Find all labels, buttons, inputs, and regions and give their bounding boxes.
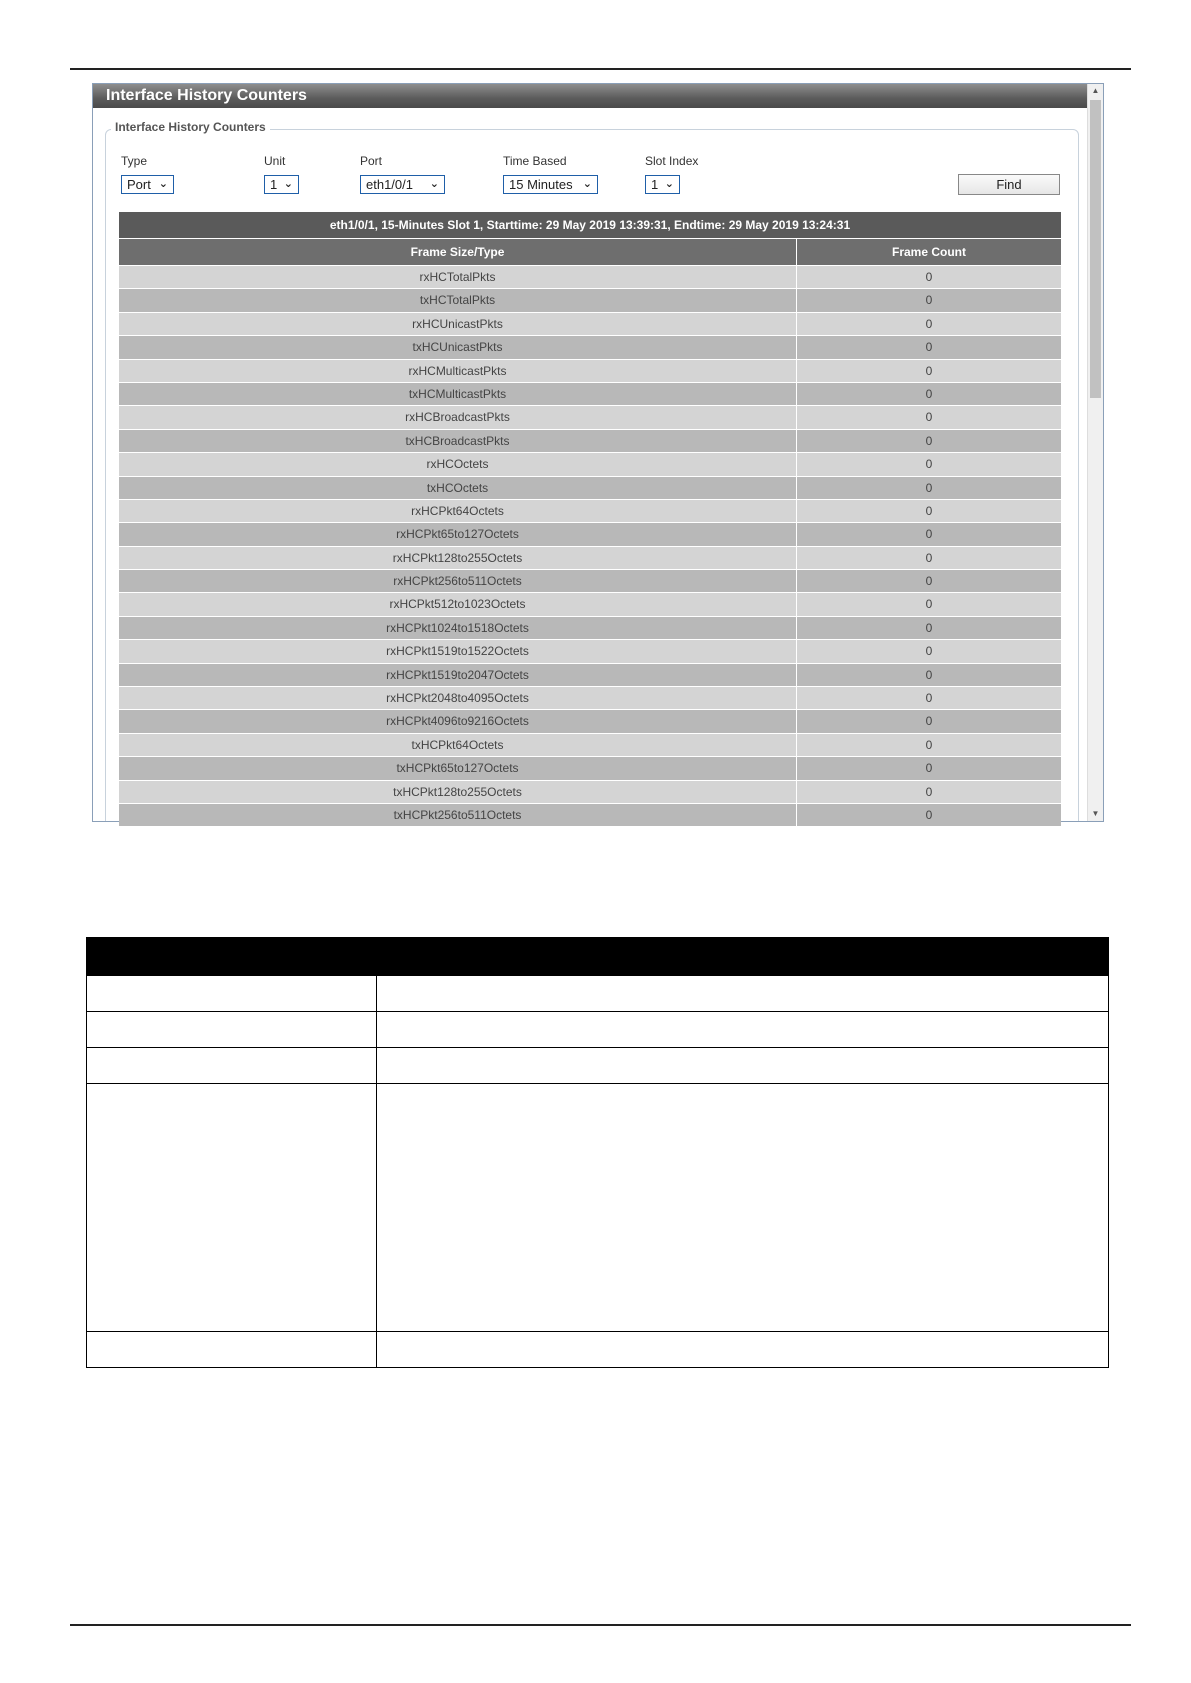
chevron-down-icon: ⌄: [158, 178, 168, 190]
fieldset-legend: Interface History Counters: [111, 120, 270, 134]
slot-index-select[interactable]: [645, 175, 680, 194]
table-row: [119, 476, 1061, 499]
table-row: [119, 429, 1061, 452]
table-row: [119, 522, 1061, 545]
frame-count-cell: 0: [925, 644, 933, 659]
frame-size-type-cell: rxHCPkt4096to9216Octets: [119, 710, 797, 732]
table-row: [119, 265, 1061, 288]
frame-size-type-cell: txHCMulticastPkts: [119, 383, 797, 405]
frame-size-type-cell: rxHCPkt1024to1518Octets: [119, 617, 797, 639]
window-title: Interface History Counters: [93, 84, 1089, 108]
frame-count-cell: 0: [925, 293, 933, 308]
scroll-thumb[interactable]: [1090, 100, 1101, 398]
frame-count-cell: 0: [925, 386, 933, 401]
frame-count-cell: 0: [925, 550, 933, 565]
frame-size-type-cell: txHCTotalPkts: [119, 289, 797, 311]
table-row: [119, 312, 1061, 335]
frame-size-type-cell: rxHCUnicastPkts: [119, 313, 797, 335]
frame-count-cell: 0: [925, 620, 933, 635]
table-row: [87, 1048, 1109, 1084]
frame-size-type-cell: rxHCPkt2048to4095Octets: [119, 687, 797, 709]
column-header-frame-count: Frame Count: [891, 245, 966, 259]
frame-count-cell: 0: [925, 761, 933, 776]
scroll-up-arrow-icon[interactable]: ▲: [1091, 86, 1100, 95]
time-based-select[interactable]: [503, 175, 598, 194]
table-row: [119, 803, 1061, 826]
frame-count-cell: 0: [925, 737, 933, 752]
vertical-scrollbar[interactable]: [1087, 84, 1103, 821]
frame-count-cell: 0: [925, 784, 933, 799]
frame-count-cell: 0: [925, 597, 933, 612]
slot-index-select-value: 1: [651, 177, 659, 192]
frame-count-cell: 0: [925, 574, 933, 589]
bottom-rule: [70, 1624, 1131, 1626]
table-row: [119, 686, 1061, 709]
table-row: [119, 569, 1061, 592]
chevron-down-icon: ⌄: [429, 178, 439, 190]
table-row: [119, 546, 1061, 569]
unit-label: Unit: [264, 154, 286, 168]
top-rule: [70, 68, 1131, 70]
frame-count-cell: 0: [925, 714, 933, 729]
parameter-table-header: [87, 938, 1109, 976]
time-based-label: Time Based: [503, 154, 567, 168]
counters-table: [119, 212, 1061, 826]
table-row: [119, 616, 1061, 639]
port-select[interactable]: [360, 175, 445, 194]
frame-size-type-cell: txHCPkt256to511Octets: [119, 804, 797, 826]
type-select-value: Port: [127, 177, 151, 192]
table-row: [87, 1012, 1109, 1048]
table-row: [119, 663, 1061, 686]
chevron-down-icon: ⌄: [283, 178, 293, 190]
frame-count-cell: 0: [925, 316, 933, 331]
frame-size-type-cell: rxHCPkt1519to1522Octets: [119, 640, 797, 662]
table-row: [119, 756, 1061, 779]
frame-size-type-cell: txHCPkt65to127Octets: [119, 757, 797, 779]
type-select[interactable]: [121, 175, 174, 194]
frame-size-type-cell: rxHCBroadcastPkts: [119, 406, 797, 428]
frame-size-type-cell: txHCBroadcastPkts: [119, 430, 797, 452]
table-row: [87, 976, 1109, 1012]
frame-count-cell: 0: [925, 527, 933, 542]
table-row: [87, 1332, 1109, 1368]
table-row: [87, 1084, 1109, 1332]
frame-count-cell: 0: [925, 503, 933, 518]
chevron-down-icon: ⌄: [664, 178, 674, 190]
time-based-select-value: 15 Minutes: [509, 177, 573, 192]
table-body: [119, 265, 1061, 826]
frame-count-cell: 0: [925, 457, 933, 472]
table-row: [119, 639, 1061, 662]
frame-count-cell: 0: [925, 410, 933, 425]
table-row: [119, 335, 1061, 358]
frame-size-type-cell: rxHCTotalPkts: [119, 266, 797, 288]
frame-size-type-cell: rxHCMulticastPkts: [119, 360, 797, 382]
table-row: [119, 452, 1061, 475]
frame-size-type-cell: txHCUnicastPkts: [119, 336, 797, 358]
table-header-row: [119, 238, 1061, 265]
frame-count-cell: 0: [925, 691, 933, 706]
column-header-frame-size-type: Frame Size/Type: [119, 239, 797, 265]
table-row: [119, 359, 1061, 382]
unit-select-value: 1: [270, 177, 278, 192]
frame-size-type-cell: rxHCPkt64Octets: [119, 500, 797, 522]
port-select-value: eth1/0/1: [366, 177, 413, 192]
table-row: [119, 288, 1061, 311]
table-row: [119, 499, 1061, 522]
table-row: [119, 709, 1061, 732]
table-row: [119, 382, 1061, 405]
table-row: [119, 733, 1061, 756]
frame-count-cell: 0: [925, 340, 933, 355]
frame-count-cell: 0: [925, 433, 933, 448]
frame-size-type-cell: rxHCPkt128to255Octets: [119, 547, 797, 569]
frame-size-type-cell: rxHCPkt256to511Octets: [119, 570, 797, 592]
slot-index-label: Slot Index: [645, 154, 699, 168]
table-row: [119, 780, 1061, 803]
frame-size-type-cell: rxHCOctets: [119, 453, 797, 475]
frame-count-cell: 0: [925, 480, 933, 495]
frame-count-cell: 0: [925, 270, 933, 284]
frame-size-type-cell: rxHCPkt1519to2047Octets: [119, 664, 797, 686]
frame-count-cell: 0: [925, 667, 933, 682]
frame-count-cell: 0: [925, 363, 933, 378]
frame-size-type-cell: txHCPkt64Octets: [119, 734, 797, 756]
frame-size-type-cell: rxHCPkt512to1023Octets: [119, 593, 797, 615]
frame-size-type-cell: rxHCPkt65to127Octets: [119, 523, 797, 545]
frame-size-type-cell: txHCPkt128to255Octets: [119, 781, 797, 803]
chevron-down-icon: ⌄: [582, 178, 592, 190]
scroll-down-arrow-icon[interactable]: ▼: [1091, 809, 1100, 818]
parameter-table: [86, 937, 1109, 1368]
find-button[interactable]: Find: [958, 174, 1060, 195]
unit-select[interactable]: [264, 175, 299, 194]
type-label: Type: [121, 154, 148, 168]
table-caption: eth1/0/1, 15-Minutes Slot 1, Starttime: 29 May 2019 13:39:31, Endtime: 29 May 2019 13:24:31: [119, 212, 1061, 238]
table-row: [119, 592, 1061, 615]
frame-size-type-cell: txHCOctets: [119, 477, 797, 499]
port-label: Port: [360, 154, 383, 168]
frame-count-cell: 0: [925, 807, 933, 822]
table-row: [119, 405, 1061, 428]
